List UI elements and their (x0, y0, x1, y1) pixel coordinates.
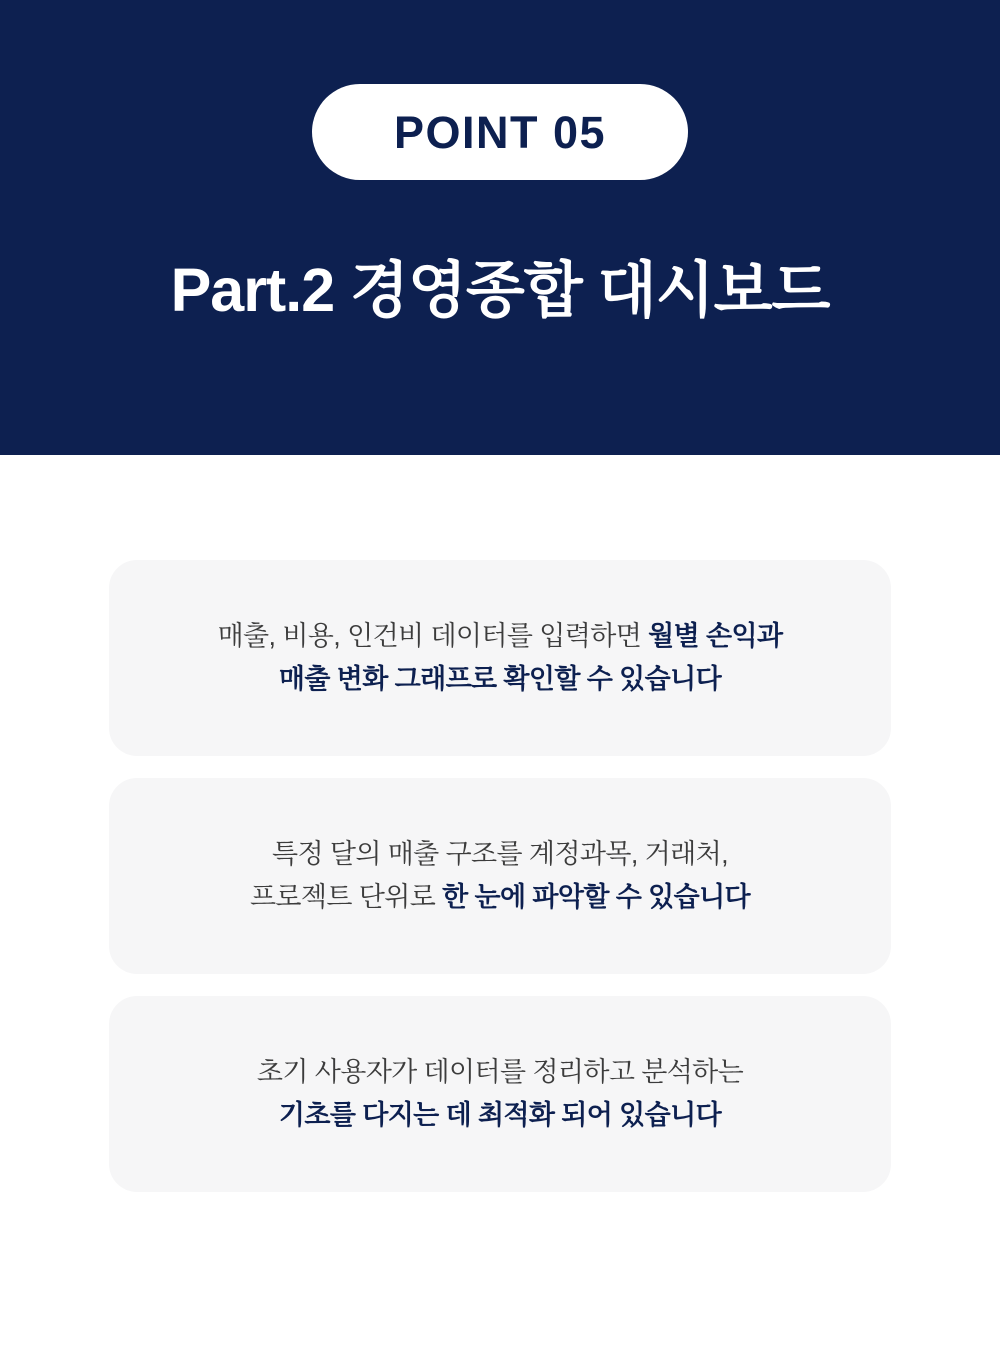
feature-card (109, 996, 891, 1192)
text-normal: 초기 사용자가 데이터를 정리하고 분석하는 (256, 1057, 744, 1088)
point-badge-label: POINT 05 (393, 106, 607, 158)
feature-card-text (257, 1051, 743, 1136)
feature-card-text (218, 615, 783, 700)
feature-card-text (250, 833, 750, 918)
feature-card-line (250, 876, 750, 919)
feature-card-line (257, 1094, 743, 1137)
text-emphasis: 매출 변화 그래프로 확인할 수 있습니다 (278, 664, 722, 694)
feature-card-line (218, 615, 783, 658)
page-title: Part.2 경영종합 대시보드 (170, 256, 830, 324)
text-normal: 매출, 비용, 인건비 데이터를 입력하면 (217, 621, 649, 652)
text-normal: 특정 달의 매출 구조를 계정과목, 거래처, (271, 839, 728, 870)
text-emphasis: 한 눈에 파악할 수 있습니다 (442, 882, 751, 912)
feature-card-line (218, 658, 783, 701)
feature-card-line (250, 833, 750, 876)
feature-card-line (257, 1051, 743, 1094)
text-normal: 프로젝트 단위로 (249, 882, 443, 912)
text-emphasis: 기초를 다지는 데 최적화 되어 있습니다 (278, 1100, 722, 1130)
point-badge (312, 84, 688, 180)
feature-card-list (0, 560, 1000, 1192)
feature-card (109, 560, 891, 756)
text-emphasis: 월별 손익과 (648, 621, 783, 652)
feature-card (109, 778, 891, 974)
hero-banner (0, 0, 1000, 455)
